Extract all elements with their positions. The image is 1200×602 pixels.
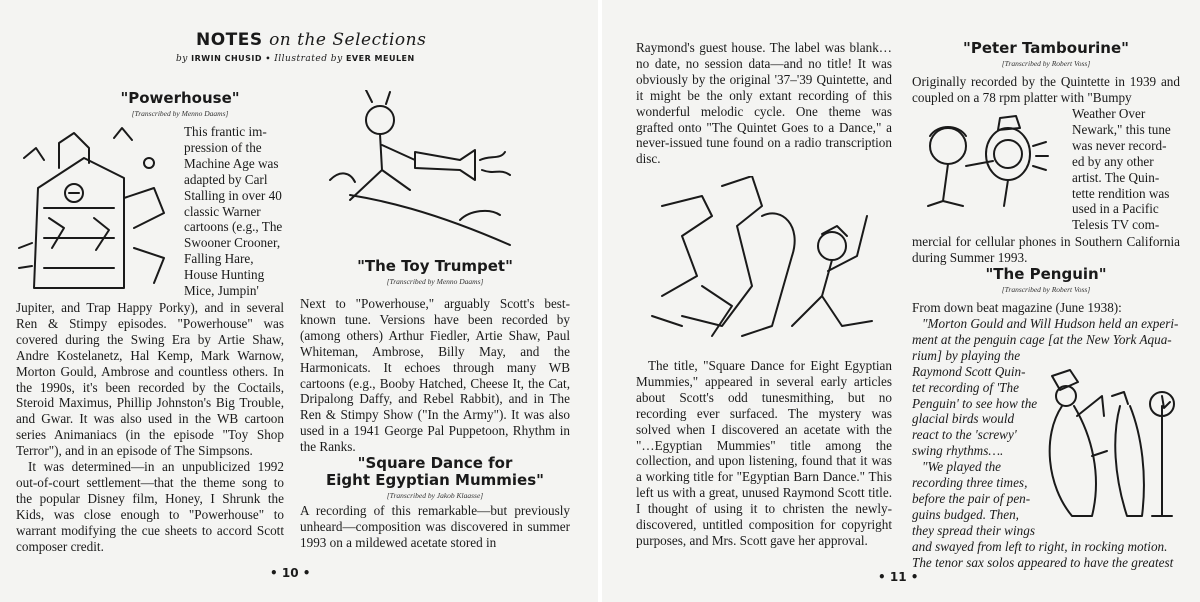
- peter-tambourine-title: "Peter Tambourine": [963, 39, 1129, 57]
- square-dance-title-line1: "Square Dance for: [357, 454, 513, 472]
- penguin-heading: [912, 266, 1180, 294]
- powerhouse-illustration: [14, 118, 174, 294]
- square-dance-continued-paragraph-2: The title, "Square Dance for Eight Egyptian Mummies," appeared in several early articles about Scott's odd tunesmithing, but no recording ever surfaced. The mystery was solved when I discovered an acetate with the "…Egyptian Mummies" title among the collection, and upon listening, found that it was a working title for "Egyptian Barn Dance." This left us with a great, unused Raymond Scott title. I thought of using it to christen the newly-discovered, untitled composition for copyright purposes, and Mrs. Scott gave her approval.: [636, 358, 892, 548]
- penguin-quote-line: ment at the penguin cage [at the New York Aqua-: [912, 331, 1172, 347]
- peter-tambourine-paragraph: mercial for cellular phones in Southern California during Summer 1993.: [912, 234, 1180, 265]
- penguin-quote-line: Raymond Scott Quin-: [912, 363, 1026, 379]
- peter-tambourine-intro: [912, 74, 1180, 106]
- powerhouse-wrap-line: cartoons (e.g., The: [184, 219, 283, 235]
- toy-trumpet-body: [300, 296, 570, 455]
- penguin-quote-line: and swayed from left to right, in rocking motion.: [912, 538, 1168, 554]
- left-page: [0, 0, 598, 602]
- byline-illustrated: Illustrated by: [274, 54, 343, 64]
- penguin-quote-line: "Morton Gould and Will Hudson held an experi-: [922, 316, 1179, 331]
- masthead-title-caps: NOTES: [196, 30, 263, 50]
- powerhouse-wrap-line: Falling Hare,: [184, 251, 254, 267]
- powerhouse-wrap-line: Mice, Jumpin': [184, 283, 259, 299]
- peter-tambourine-intro-text: Originally recorded by the Quintette in 1939 and coupled on a 78 rpm platter with "Bumpy: [912, 74, 1180, 105]
- byline-author: IRWIN CHUSID: [191, 54, 263, 63]
- penguin-intro-text: From down beat magazine (June 1938):: [912, 300, 1122, 315]
- peter-tambourine-wrap-line: tette rendition was: [1072, 185, 1170, 201]
- penguin-quote-line: glacial birds would: [912, 411, 1015, 427]
- square-dance-continued-bottom: [636, 358, 892, 549]
- powerhouse-wrap-line: pression of the: [184, 139, 262, 155]
- masthead-byline: [176, 54, 415, 64]
- peter-tambourine-wrap: [1072, 106, 1180, 233]
- toy-trumpet-paragraph: Next to "Powerhouse," arguably Scott's best-known tune. Versions have been recorded by (among others) Arthur Fiedler, Artie Shaw, Paul Whiteman, Ambrose, Billy May, and the Harmonicats. It echoes through many WB cartoons (e.g., Booby Hatched, Cheese It, the Cat, Dripalong Daffy, and Rebel Rabbit), and in The Ren & Stimpy Show ("In the Army"). It was also used in a 1941 George Pal Puppetoon, Rhythm in the Ranks.: [300, 296, 570, 455]
- powerhouse-wrap-line: House Hunting: [184, 267, 265, 283]
- peter-tambourine-wrap-line: artist. The Quin-: [1072, 169, 1160, 185]
- peter-tambourine-wrap-line: used in a Pacific: [1072, 201, 1159, 217]
- toy-trumpet-credit: [Transcribed by Menno Daams]: [386, 277, 484, 286]
- masthead-title-script: on the Selections: [269, 30, 427, 50]
- powerhouse-body: [16, 300, 284, 555]
- penguin-quote-line: react to the 'screwy': [912, 427, 1017, 443]
- powerhouse-paragraph-1: Jupiter, and Trap Happy Porky), and in several Ren & Stimpy episodes. "Powerhouse" was covered during the Swing Era by Artie Shaw, Andre Kostelanetz, Hal Kemp, Mark Warnow, Morton Gould, Ambrose and countless others. In the 1990s, it's been recorded by the Coctails, Steroid Maximus, Phillip Johnston's Big Trouble, and Gwar. It was also used in the WB cartoon series Animaniacs (in the episode "Toy Shop Terror"), and in an episode of The Simpsons.: [16, 300, 284, 459]
- penguin-title: "The Penguin": [985, 265, 1107, 283]
- penguin-quote-line: they spread their wings: [912, 522, 1035, 538]
- byline-illustrator: EVER MEULEN: [345, 54, 415, 63]
- penguin-quote-line: recording three times,: [912, 475, 1028, 491]
- toy-trumpet-title: "The Toy Trumpet": [357, 257, 513, 275]
- square-dance-continued-paragraph-1: Raymond's guest house. The label was blank… no date, no session data—and no title! It was obviously by the original '37–'39 Quintette, and it might be the only extant recording of this wonderful melodic cycle. One theme was grafted onto "The Quintet Goes to a Dance," a never-issued tune found on a radio transcription disc.: [636, 40, 892, 167]
- peter-tambourine-credit: [Transcribed by Robert Voss]: [1001, 59, 1091, 68]
- penguin-quote-line: rium] by playing the: [912, 347, 1021, 363]
- powerhouse-wrap-line: Swooner Crooner,: [184, 235, 281, 251]
- powerhouse-wrap-line: Stalling in over 40: [184, 187, 282, 203]
- powerhouse-paragraph-2: It was determined—in an unpublicized 1992 out-of-court settlement—that the theme song to the popular Disney film, Honey, I Shrunk the Kids, was close enough to "Powerhouse" to warrant modifying the cue sheets to accord Scott composer credit.: [16, 459, 284, 554]
- penguin-quote-line: tet recording of 'The: [912, 379, 1019, 395]
- square-dance-credit: [Transcribed by Jakob Klaasse]: [386, 491, 484, 500]
- peter-tambourine-wrap-line: Weather Over: [1072, 106, 1146, 121]
- powerhouse-wrap-line: This frantic im-: [184, 124, 267, 139]
- powerhouse-title: "Powerhouse": [120, 89, 240, 107]
- square-dance-continued-top: [636, 40, 892, 167]
- square-dance-body: [300, 503, 570, 551]
- penguin-quote-line: Penguin' to see how the: [912, 395, 1038, 411]
- square-dance-paragraph: A recording of this remarkable—but previously unheard—composition was discovered in summer 1993 on a mildewed acetate stored in: [300, 503, 570, 550]
- penguin-quote-line: guins budged. Then,: [912, 506, 1019, 522]
- peter-tambourine-wrap-line: ed by any other: [1072, 153, 1154, 169]
- toy-trumpet-illustration: [310, 90, 530, 250]
- byline-by: by: [176, 54, 188, 64]
- peter-tambourine-heading: [912, 40, 1180, 68]
- page-number-left: • 10 •: [270, 566, 311, 580]
- powerhouse-credit: [Transcribed by Menno Daams]: [131, 109, 229, 118]
- peter-tambourine-wrap-line: Newark," this tune: [1072, 121, 1171, 137]
- penguin-quote-line: "We played the: [922, 459, 1002, 475]
- toy-trumpet-heading: [300, 258, 570, 286]
- powerhouse-wrap-line: Machine Age was: [184, 155, 279, 171]
- square-dance-heading: [300, 455, 570, 500]
- masthead-title: [196, 30, 426, 50]
- right-page: [602, 0, 1200, 602]
- byline-separator: •: [265, 54, 271, 63]
- peter-tambourine-body: [912, 234, 1180, 266]
- page-number-right: • 11 •: [878, 570, 919, 584]
- penguin-quote-line: before the pair of pen-: [912, 490, 1031, 506]
- penguin-illustration: [1032, 356, 1192, 526]
- powerhouse-wrap-line: adapted by Carl: [184, 171, 268, 187]
- peter-tambourine-wrap-line: Telesis TV com-: [1072, 217, 1160, 233]
- powerhouse-heading: [50, 90, 310, 118]
- powerhouse-wrap: [184, 124, 284, 299]
- penguin-quote-line: swing rhythms….: [912, 443, 1004, 459]
- peter-tambourine-illustration: [908, 106, 1068, 216]
- penguin-intro: [912, 300, 1180, 316]
- peter-tambourine-wrap-line: was never record-: [1072, 137, 1167, 153]
- square-dance-illustration: [642, 176, 892, 352]
- penguin-quote-line: The tenor sax solos appeared to have the greatest: [912, 554, 1174, 570]
- penguin-credit: [Transcribed by Robert Voss]: [1001, 285, 1091, 294]
- powerhouse-wrap-line: classic Warner: [184, 203, 261, 219]
- square-dance-title-line2: Eight Egyptian Mummies": [326, 471, 544, 489]
